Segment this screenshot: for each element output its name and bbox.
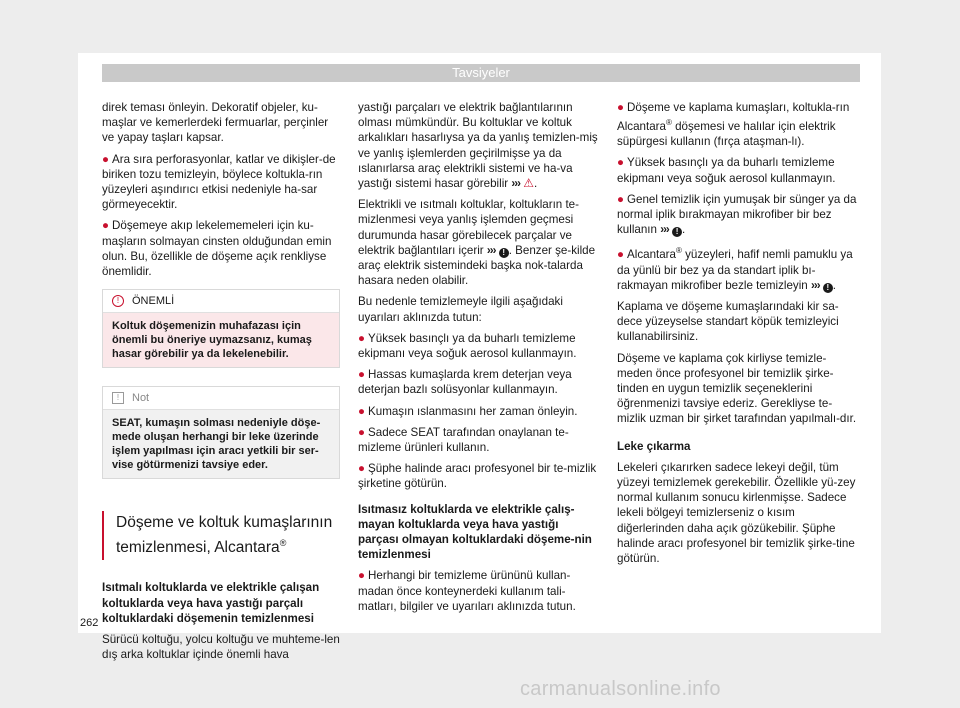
bullet-icon: ● [102,152,110,166]
bullet-icon: ● [617,101,625,114]
bullet-icon: ● [358,331,366,345]
info-circle-icon: ! [823,283,833,293]
warning-header [103,290,339,313]
warning-title: ÖNEMLİ [132,295,175,308]
paragraph: Kaplama ve döşeme kumaşlarındaki kir sa-dece yüzeyselse standart köpük temizleyici kullanabilirsiniz. [617,299,839,344]
info-circle-icon: ! [499,248,509,258]
column-1 [102,100,340,668]
bullet-item: ● Ara sıra perforasyonlar, katlar ve dikişler-de biriken tozu temizleyin, böylece koltukla-rın yüzeyleri aşındırıcı etkisi nedeniyle ha-sar görmeyecektir. [102,152,336,212]
bullet-icon: ● [617,248,625,262]
page-header: Tavsiyeler [102,64,860,82]
note-body: SEAT, kumaşın solması nedeniyle döşe-mede oluşan herhangi bir leke üzerinde işlem yapılması için aracı yetkili bir ser-vise götürmenizi tavsiye eder. [103,410,339,478]
note-icon: ! [112,392,124,404]
warning-box [102,289,340,368]
cross-reference-arrow: ››› [810,278,820,292]
paragraph: yastığı parçaları ve elektrik bağlantılarının olması mümkündür. Bu koltuklar ve koltuk arkalıkları hasarlıysa ya da yanlış temizlen-miş ve yanlış işlemlerden geçirilmişse ya da ıslanırlarsa araç elektrikli sistemi ve ha-va yastığı sistemi hasar görebilir ››› ⚠. [358,101,598,191]
sub-heading: Isıtmalı koltuklarda ve elektrikle çalışan koltuklarda veya hava yastığı parçalı koltuklardaki döşemenin temizlenmesi [102,581,320,625]
column-2 [358,100,602,620]
paragraph: Bu nedenle temizlemeyle ilgili aşağıdaki uyarıları aklınızda tutun: [358,295,563,324]
paragraph: Sürücü koltuğu, yolcu koltuğu ve muhteme-len dış arka koltuklar içinde önemli hava [102,633,340,662]
bullet-icon: ● [358,462,366,476]
cross-reference-arrow: ››› [486,243,496,257]
bullet-icon: ● [617,192,625,206]
bullet-icon: ● [102,219,110,233]
paragraph: Döşeme ve kaplama çok kirliyse temizle-meden önce profesyonel bir temizlik şirke-tinden en uygun temizlik seçeneklerini öğrenmenizi tavsiye ederiz. Gerekliyse te-mizlik uzman bir şirket tarafından yapılmalı-dır. [617,351,857,426]
section-title: Döşeme ve koltuk kumaşlarının temizlenmesi, Alcantara® [102,511,340,560]
registered-mark: ® [676,246,682,256]
bullet-item: ● Yüksek basınçlı ya da buharlı temizleme ekipmanı veya soğuk aerosol kullanmayın. [358,331,577,361]
bullet-icon: ● [617,156,625,170]
bullet-item: ● Sadece SEAT tarafından onaylanan te-mizleme ürünleri kullanın. [358,425,569,455]
registered-mark: ® [665,118,672,128]
bullet-item: ● Kumaşın ıslanmasını her zaman önleyin. [358,404,578,418]
bullet-item: ● Herhangi bir temizleme ürününü kullan-madan önce konteynerdeki kullanım tali-matları, bilgiler ve uyarıları aklınızda tutun. [358,569,576,613]
bullet-icon: ● [358,368,366,382]
sub-heading: Isıtmasız koltuklarda ve elektrikle çalış-mayan koltuklarda veya hava yastığı parçası olmayan koltuklardaki döşeme-nin temizlenmesi [358,502,592,562]
bullet-item: ● Şüphe halinde aracı profesyonel bir te-mizlik şirketine götürün. [358,462,597,491]
bullet-item: ● Hassas kumaşlarda krem deterjan veya deterjan bazlı solüsyonlar kullanmayın. [358,368,572,397]
warning-body: Koltuk döşemenizin muhafazası için önemli bu öneriye uymazsanız, kumaş hasar görebilir ya da lekelenebilir. [103,313,339,367]
page-number: 262 [80,617,99,629]
warning-triangle-icon: ⚠ [523,176,534,191]
registered-mark: ® [279,538,287,549]
note-box [102,386,340,479]
bullet-item: ● Genel temizlik için yumuşak bir sünger ya da normal iplik bırakmayan mikrofiber bir bez kullanın ››› ! . [617,192,857,237]
note-header [103,387,339,410]
bullet-icon: ● [358,569,366,583]
bullet-item: ● Döşeme ve kaplama kumaşları, koltukla-rın Alcantara® döşemesi ve halılar için elektrik süpürgesi kullanın (fırça ataşman-lı). [617,101,850,149]
bullet-item: ● Döşemeye akıp lekelememeleri için ku-maşların solmayan cinsten olduğundan emin olun. Bu, özellikle de döşeme açık renkliyse önemlidir. [102,219,332,279]
info-circle-icon: ! [112,295,124,307]
bullet-item: ● Alcantara® yüzeyleri, hafif nemli pamuklu ya da yünlü bir bez ya da standart iplik bı-rakmayan mikrofiber bezle temizleyin ››› ! . [617,246,853,292]
cross-reference-arrow: ››› [511,177,520,191]
paragraph: direk teması önleyin. Dekoratif objeler, ku-maşlar ve kemerlerdeki fermuarlar, perçinler ve yapay taşları kapsar. [102,101,329,145]
bullet-item: ● Yüksek basınçlı ya da buharlı temizleme ekipmanı veya soğuk aerosol kullanmayın. [617,156,836,185]
note-title: Not [132,392,150,405]
bullet-icon: ● [358,404,366,418]
paragraph: Elektrikli ve ısıtmalı koltuklar, koltukların te-mizlenmesi veya yanlış işlemden geçmesi durumunda hasar görebilecek parçalar ve elektrik bağlantıları içerir ››› ! . Benzer şe-kilde araç elektrik sistemindeki başka nok-talarda hasara neden olabilir. [358,198,596,288]
watermark: carmanualsonline.info [520,678,721,700]
column-3 [617,100,860,572]
paragraph: Lekeleri çıkarırken sadece lekeyi değil, tüm yüzeyi temizlemek gerekebilir. Özellikle yü-zey normal kullanım sonucu kirlenmişse. Sadece lekeli bölgeyi temizlerseniz o kısım diğerlerinden daha açık gözükebilir. Şüphe halinde aracı profesyonel bir temizlik şirke-tine götürün. [617,460,856,565]
cross-reference-arrow: ››› [660,223,669,237]
info-circle-icon: ! [672,227,682,237]
bullet-icon: ● [358,425,366,439]
heading-stain-removal: Leke çıkarma [617,439,691,453]
